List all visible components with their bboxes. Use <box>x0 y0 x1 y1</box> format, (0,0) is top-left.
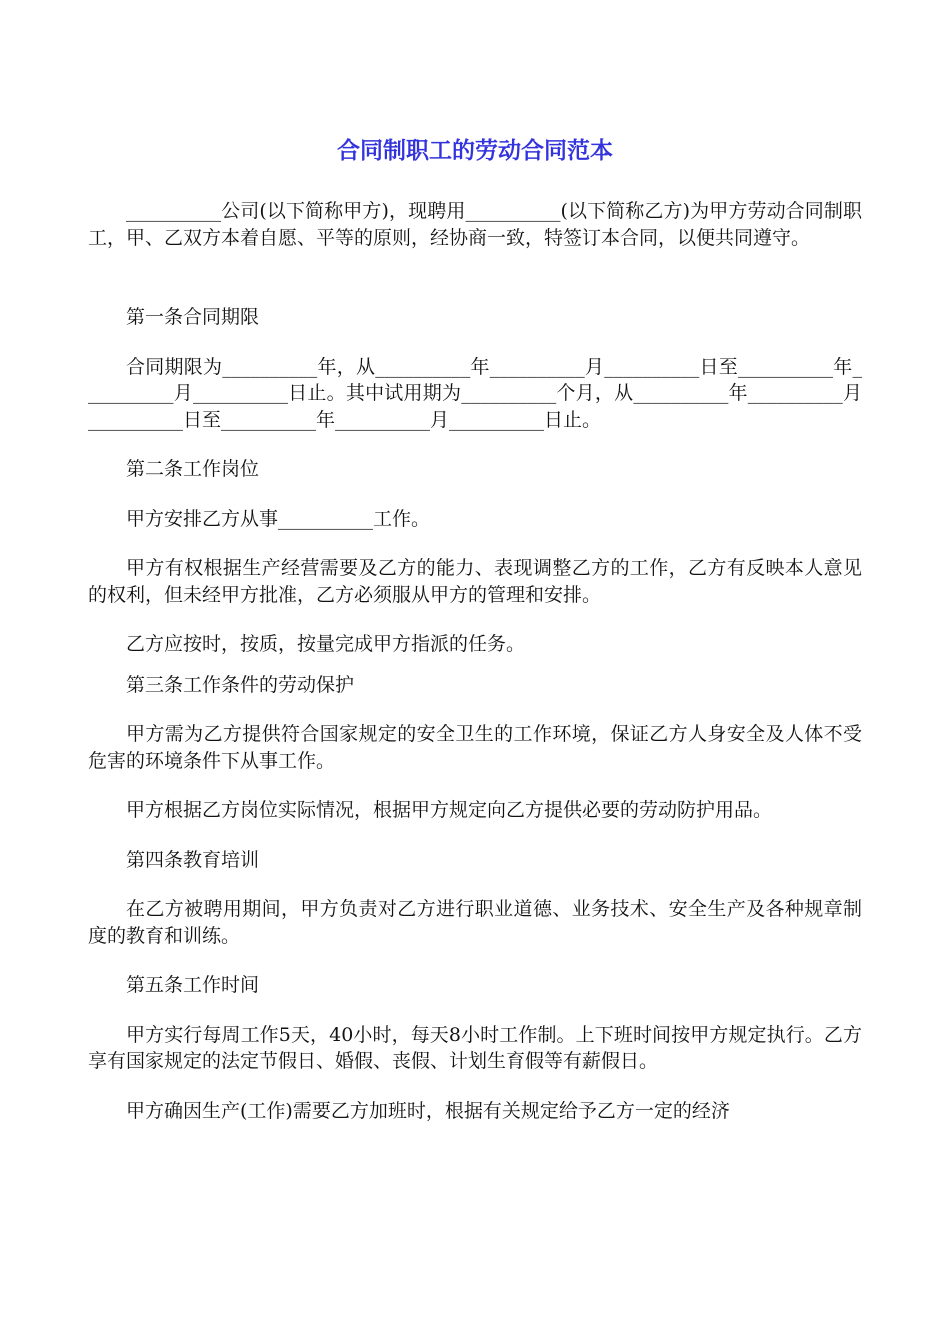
article-2-heading: 第二条工作岗位 <box>126 458 260 480</box>
article-2-paragraph-2: 甲方有权根据生产经营需要及乙方的能力、表现调整乙方的工作，乙方有反映本人意见的权利，但未经甲方批准，乙方必须服从甲方的管理和安排。 <box>88 557 862 606</box>
article-5-paragraph-1: 甲方实行每周工作5天，40小时，每天8小时工作制。上下班时间按甲方规定执行。乙方享有国家规定的法定节假日、婚假、丧假、计划生育假等有薪假日。 <box>88 1023 862 1072</box>
article-3-paragraph-1: 甲方需为乙方提供符合国家规定的安全卫生的工作环境，保证乙方人身安全及人体不受危害的环境条件下从事工作。 <box>88 723 862 772</box>
article-1-heading: 第一条合同期限 <box>126 306 260 328</box>
article-3-paragraph-2: 甲方根据乙方岗位实际情况，根据甲方规定向乙方提供必要的劳动防护用品。 <box>126 799 773 821</box>
intro-paragraph: __________公司(以下简称甲方)，现聘用__________(以下简称乙方)为甲方劳动合同制职工，甲、乙双方本着自愿、平等的原则，经协商一致，特签订本合同，以便共同遵守。 <box>88 200 862 249</box>
article-4-heading: 第四条教育培训 <box>126 848 260 871</box>
document-title: 合同制职工的劳动合同范本 <box>337 138 613 164</box>
article-2-paragraph-3: 乙方应按时，按质，按量完成甲方指派的任务。 <box>126 633 526 655</box>
article-1-paragraph: 合同期限为__________年，从__________年__________月__________日至__________年__________月__________日止。其中试用期为__________个月，从__________年__________月__________日至__________年__________月__________日止。 <box>88 355 862 431</box>
article-3-heading: 第三条工作条件的劳动保护 <box>126 673 355 696</box>
article-4-paragraph: 在乙方被聘用期间，甲方负责对乙方进行职业道德、业务技术、安全生产及各种规章制度的教育和训练。 <box>88 898 862 947</box>
article-5-paragraph-2: 甲方确因生产(工作)需要乙方加班时，根据有关规定给予乙方一定的经济 <box>126 1099 730 1122</box>
article-5-heading: 第五条工作时间 <box>126 974 260 996</box>
article-2-paragraph-1: 甲方安排乙方从事__________工作。 <box>126 507 431 530</box>
document-body <box>88 198 862 1124</box>
